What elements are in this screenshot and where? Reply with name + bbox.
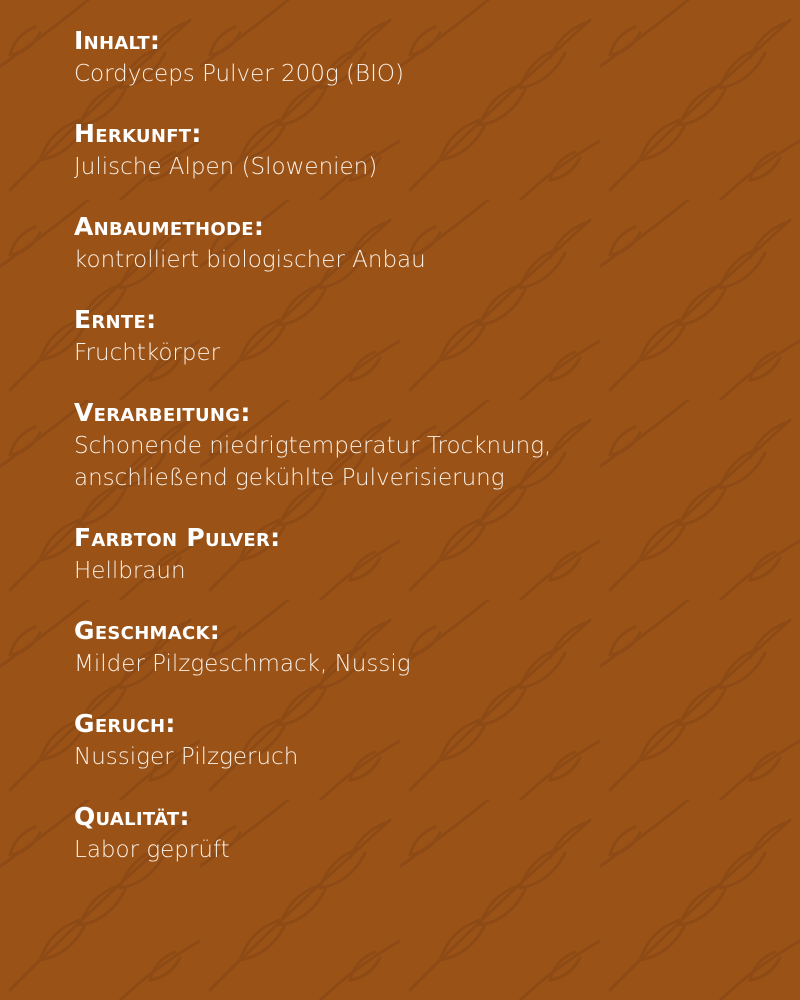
spec-value: Labor geprüft xyxy=(74,837,230,863)
spec-label: Herkunft: xyxy=(74,119,202,148)
spec-label: Geschmack: xyxy=(74,616,221,645)
spec-label: Ernte: xyxy=(74,305,157,334)
spec-label: Farbton Pulver: xyxy=(74,523,281,552)
spec-entry xyxy=(74,117,774,183)
spec-entry xyxy=(74,614,774,680)
spec-value: kontrolliert biologischer Anbau xyxy=(74,247,426,273)
spec-label: Verarbeitung: xyxy=(74,398,251,427)
spec-entry xyxy=(74,396,774,494)
spec-value: Cordyceps Pulver 200g (BIO) xyxy=(74,61,404,87)
product-spec-sheet xyxy=(74,24,774,893)
spec-entry xyxy=(74,24,774,90)
spec-value: Fruchtkörper xyxy=(74,340,221,366)
spec-value: Julische Alpen (Slowenien) xyxy=(74,154,378,180)
spec-entry xyxy=(74,521,774,587)
spec-value: Schonende niedrigtemperatur Trocknung, anschließend gekühlte Pulverisierung xyxy=(74,433,552,491)
spec-entry xyxy=(74,303,774,369)
spec-label: Geruch: xyxy=(74,709,176,738)
spec-value: Hellbraun xyxy=(74,558,186,584)
spec-label: Qualität: xyxy=(74,802,190,831)
spec-entry xyxy=(74,707,774,773)
spec-value: Nussiger Pilzgeruch xyxy=(74,744,299,770)
spec-label: Inhalt: xyxy=(74,26,161,55)
spec-entry xyxy=(74,800,774,866)
spec-label: Anbaumethode: xyxy=(74,212,265,241)
spec-entry xyxy=(74,210,774,276)
spec-value: Milder Pilzgeschmack, Nussig xyxy=(74,651,411,677)
